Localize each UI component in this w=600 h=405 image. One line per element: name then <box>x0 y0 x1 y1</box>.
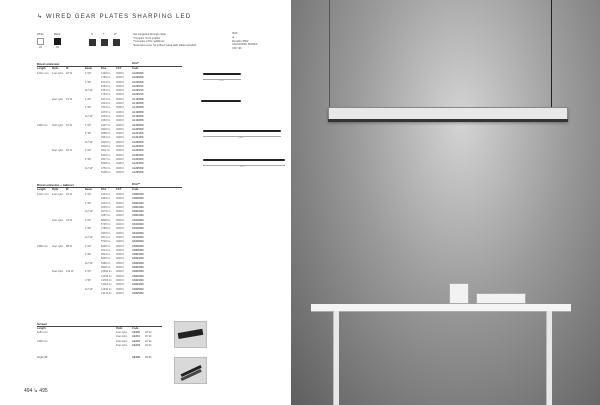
cell-beam: 1°36° <box>85 227 92 231</box>
cell-cct: 3000 K <box>116 235 125 239</box>
swatch-code-black: 30 <box>56 46 59 49</box>
col-optic: Optic <box>52 188 59 191</box>
cell-optic: 6set optic <box>116 343 128 347</box>
indirect-dali-label: DALI** <box>132 183 141 186</box>
cell-code: AL223/09 <box>132 153 144 157</box>
cell-code: AS224/09 <box>132 278 144 282</box>
direct-dali-label: DALI* <box>132 62 140 65</box>
cell-cct: 3000 K <box>116 106 125 110</box>
cell-code: AS102/09 <box>132 235 144 239</box>
cell-flux: 4903 lm <box>101 231 111 235</box>
cell-len: 1184 mm <box>37 331 48 334</box>
cell-cct: 3000 K <box>116 149 125 153</box>
title-text: WIRED GEAR PLATES SHARPING LED <box>46 14 192 20</box>
cell-beam: 1°20° <box>85 270 92 274</box>
cell-cct: 3000 K <box>116 261 125 265</box>
cell-len: 2368 mm <box>37 339 48 343</box>
cell-cct: 3000 K <box>116 89 125 93</box>
angle-image <box>175 358 206 383</box>
cell-code: AL020/10 <box>132 84 144 88</box>
cell-optic: 4set optic <box>52 244 64 248</box>
cell-len: 1ddm mm <box>37 193 49 196</box>
product-diagram-3572 <box>203 159 285 161</box>
cell-w: 132 W <box>66 270 74 274</box>
cell-cct: 4000 K <box>116 274 125 278</box>
cell-cct: 4000 K <box>116 223 125 227</box>
cell-beam: 1°20° <box>85 193 92 196</box>
cell-cct: 4000 K <box>116 248 125 252</box>
page-title <box>37 13 191 20</box>
swatch-code-white: 20 <box>39 46 42 49</box>
cell-beam: 1H°12° <box>85 166 94 170</box>
dimension-label: 1184 <box>219 80 224 82</box>
tech-line: UNLOK/230v 50/60Hz <box>232 43 258 47</box>
cell-beam: 1°36° <box>85 157 92 161</box>
cell-cct: 4000 K <box>116 136 125 140</box>
cell-code: AS102/09 <box>132 223 144 227</box>
cell-code: AL222/09 <box>132 145 144 149</box>
cell-flux: 2476 lm <box>101 110 111 114</box>
direct-section-title: Direct emission <box>37 62 60 66</box>
cell-beam: 1°20° <box>85 244 92 248</box>
option-label-h: H* <box>114 33 117 36</box>
cell-flux: 5236 lm <box>101 153 111 157</box>
cell-w: 66 W <box>66 149 73 153</box>
col-code: Code <box>132 67 139 70</box>
table-lamp <box>449 283 469 304</box>
cell-cct: 4000 K <box>116 170 125 174</box>
angle-code-finish: 20 94 <box>145 356 152 359</box>
angle-code: AE406 <box>132 356 140 359</box>
cell-beam: 1H°12° <box>85 261 94 265</box>
screen-image <box>175 322 206 347</box>
tech-line: CRI >90 <box>232 47 242 51</box>
cell-code: AS222/09 <box>132 261 144 265</box>
note: **Complex 2.5% / additions <box>133 40 165 44</box>
indirect-table-body <box>37 193 187 296</box>
col-cct: CCT <box>116 188 122 191</box>
col-length: Length <box>37 188 46 191</box>
cell-cct: 3000 K <box>116 244 125 248</box>
cell-flux: 1448 lm <box>101 72 111 75</box>
col-beam: Beam <box>85 67 93 70</box>
suspension-cable <box>551 0 552 108</box>
cell-beam: 1°36° <box>85 80 92 84</box>
table-leg <box>546 311 552 405</box>
cell-cct: 3000 K <box>116 253 125 257</box>
cell-code: AS020/09 <box>132 197 144 201</box>
cell-flux: 3318 lm <box>101 145 111 149</box>
cell-flux: 1551 lm <box>101 89 111 93</box>
cell-len: 1ddm mm <box>37 72 49 75</box>
table-row <box>37 292 187 296</box>
col-code: Code <box>132 188 139 191</box>
cell-flux: 12496 lm <box>101 274 112 278</box>
cell-code: AS103/09 <box>132 218 144 222</box>
cell-code: AL221/09 <box>132 132 144 136</box>
note: *Extension cover for indirect wired LED plates included <box>133 43 197 47</box>
cell-code: AL020/09 <box>132 72 144 75</box>
screen-thumbnail <box>174 321 207 348</box>
cell-code: AL220/09 <box>132 127 144 131</box>
cell-code2: 20 94 <box>145 339 152 343</box>
ip-rating: IP20 <box>232 32 238 35</box>
cell-code: AS010/09 <box>132 205 144 209</box>
cell-code: AL020/09 <box>132 76 144 80</box>
cell-flux: 8465 lm <box>101 257 111 261</box>
cell-flux: 1681 lm <box>101 84 111 88</box>
col-beam: Beam <box>85 188 93 191</box>
cell-cct: 3000 K <box>116 287 125 291</box>
page-numbers: 494 ↳ 495 <box>24 388 48 394</box>
cell-code2: 20 94 <box>145 335 152 339</box>
accessory-table-body <box>37 331 167 348</box>
cell-code: AE403 <box>132 343 140 347</box>
cell-optic: 6set optic <box>52 149 64 153</box>
cell-flux: 9024 lm <box>101 253 111 257</box>
product-diagram-1184-b <box>201 100 241 102</box>
cell-code: AS221/09 <box>132 253 144 257</box>
cell-cct: 4000 K <box>116 205 125 209</box>
cell-code: AL224/09 <box>132 162 144 166</box>
product-diagram-2368 <box>203 130 281 132</box>
cell-w: 88 W <box>66 244 73 248</box>
cell-cct: 4000 K <box>116 102 125 106</box>
cell-flux: 4191 lm <box>101 193 111 196</box>
table-top <box>311 304 571 312</box>
suspension-cable <box>329 0 330 108</box>
cell-optic: 2set optic <box>52 97 64 101</box>
cell-cct: 3000 K <box>116 210 125 214</box>
cell-code2: 20 94 <box>145 343 152 347</box>
cell-cct: 4000 K <box>116 197 125 201</box>
cell-cct: 4000 K <box>116 93 125 97</box>
col-w: W <box>66 188 69 191</box>
cell-code: AS102/09 <box>132 240 144 244</box>
cell-cct: 4000 K <box>116 145 125 149</box>
cell-len: 2368 mm <box>37 244 48 248</box>
cell-flux: 3361 lm <box>101 136 111 140</box>
cell-cct: 4000 K <box>116 162 125 166</box>
product-photo <box>291 0 600 405</box>
cell-code: AL020/10 <box>132 89 144 93</box>
cell-flux: 3036 lm <box>101 140 111 144</box>
cell-flux: 2314 lm <box>101 106 111 110</box>
cell-flux: 4073 lm <box>101 210 111 214</box>
cell-cct: 4000 K <box>116 153 125 157</box>
cell-cct: 3000 K <box>116 193 125 196</box>
cell-cct: 4000 K <box>116 127 125 131</box>
cell-code: AS223/09 <box>132 270 144 274</box>
cell-code: AL225/09 <box>132 170 144 174</box>
col-length: Length <box>37 67 46 70</box>
cell-cct: 3000 K <box>116 270 125 274</box>
cell-cct: 4000 K <box>116 119 125 123</box>
cell-flux: 8712 lm <box>101 248 111 252</box>
cell-cct: 3000 K <box>116 97 125 101</box>
cell-flux: 12834 lm <box>101 270 112 274</box>
cell-len: 2368 mm <box>37 123 48 127</box>
swatch-white <box>37 38 44 45</box>
cell-code: AL223/09 <box>132 149 144 153</box>
cell-w: 33 W <box>66 97 73 101</box>
cell-code: AL102/08 <box>132 102 144 106</box>
cell-flux: 8602 lm <box>101 266 111 270</box>
cell-cct: 3000 K <box>116 72 125 75</box>
cell-beam: 1°20° <box>85 149 92 153</box>
cell-code: AS225/09 <box>132 291 144 295</box>
swatch-label-white: White <box>37 33 44 36</box>
cell-code: AL020/10 <box>132 93 144 97</box>
cell-optic: 6set optic <box>52 270 64 274</box>
cell-cct: 4000 K <box>116 76 125 80</box>
cell-w: 22 W <box>66 193 73 196</box>
cell-flux: 8180 lm <box>101 261 111 265</box>
class-icon: ⊕ <box>232 35 235 39</box>
cell-code: AL102/08 <box>132 106 144 110</box>
accessory-section-title: Screen <box>37 322 48 326</box>
arrow-icon: ↳ <box>37 14 43 20</box>
pendant-lamp-bottom <box>328 119 568 122</box>
col-optic: Optic <box>116 327 123 330</box>
cell-code: AL221/09 <box>132 136 144 140</box>
col-code: Code <box>132 327 139 330</box>
table-row <box>37 344 167 348</box>
cell-cct: 4000 K <box>116 283 125 287</box>
cell-flux: 2294 lm <box>101 114 111 118</box>
cell-cct: 4000 K <box>116 266 125 270</box>
cell-optic: 1set optic <box>52 193 64 196</box>
cell-cct: 3000 K <box>116 201 125 205</box>
cell-code: AS221/09 <box>132 257 144 261</box>
cell-code: AS222/09 <box>132 266 144 270</box>
option-label-s: S <box>91 33 93 36</box>
cell-flux: 4789 lm <box>101 227 111 231</box>
cell-cct: 4000 K <box>116 110 125 114</box>
cell-beam: 1H°12° <box>85 287 94 291</box>
table-row <box>37 171 187 175</box>
cell-cct: 3000 K <box>116 80 125 84</box>
cell-flux: 4366 lm <box>101 197 111 201</box>
cell-code: AL220/09 <box>132 123 144 127</box>
cell-flux: 5726 lm <box>101 240 111 244</box>
cell-beam: 1°20° <box>85 123 92 127</box>
cell-optic: 1set optic <box>52 72 64 75</box>
cell-flux: 4627 lm <box>101 157 111 161</box>
col-optic: Optic <box>52 67 59 70</box>
cell-w: 52 W <box>66 123 73 127</box>
cell-optic: 1set optic <box>116 331 128 334</box>
cell-w: 44 W <box>66 218 73 222</box>
cell-beam: 1°36° <box>85 278 92 282</box>
cell-flux: 12932 lm <box>101 287 112 291</box>
cell-code: AL103/08 <box>132 97 144 101</box>
cell-beam: 1H°12° <box>85 114 94 118</box>
cell-code: AL020/09 <box>132 80 144 84</box>
cell-cct: 3000 K <box>116 278 125 282</box>
option-icons <box>88 38 124 48</box>
cell-cct: 3000 K <box>116 157 125 161</box>
cell-code: AL102/08 <box>132 119 144 123</box>
cell-code: AL102/08 <box>132 110 144 114</box>
col-cct: CCT <box>116 67 122 70</box>
cell-code: AE400 <box>132 331 140 334</box>
cell-beam: 1°36° <box>85 253 92 257</box>
product-diagram-1184 <box>203 73 241 75</box>
cell-beam: 1°20° <box>85 218 92 222</box>
cell-code: AS225/09 <box>132 287 144 291</box>
cell-optic: 4set optic <box>116 339 128 343</box>
cell-cct: 3000 K <box>116 166 125 170</box>
cell-flux: 3085 lm <box>101 132 111 136</box>
cell-code: AS220/09 <box>132 244 144 248</box>
swatch-label-black: Black <box>54 33 61 36</box>
cell-flux: 1612 lm <box>101 80 111 84</box>
cell-optic: 2set optic <box>52 218 64 222</box>
cell-flux: 5725 lm <box>101 223 111 227</box>
cell-beam: 1°36° <box>85 132 92 136</box>
cell-flux: 4245 lm <box>101 205 111 209</box>
box-object <box>476 293 526 304</box>
cell-code: AL225/09 <box>132 166 144 170</box>
direct-table-body <box>37 72 187 175</box>
col-w: W <box>66 67 69 70</box>
table-leg <box>333 311 339 405</box>
cell-flux: 1750 lm <box>101 93 111 97</box>
cell-cct: 4000 K <box>116 240 125 244</box>
cell-code: AE402 <box>132 339 140 343</box>
cell-flux: 4215 lm <box>101 201 111 205</box>
cell-cct: 4000 K <box>116 257 125 261</box>
cell-flux: 5108 lm <box>101 170 111 174</box>
cell-beam: 1°36° <box>85 201 92 205</box>
cell-flux: 1784 lm <box>101 76 111 80</box>
cell-beam: 1°36° <box>85 106 92 110</box>
angle-thumbnail <box>174 357 207 384</box>
cell-flux: 4911 lm <box>101 149 111 153</box>
catalog-page-left <box>0 0 291 405</box>
cell-cct: 3000 K <box>116 123 125 127</box>
cell-flux: 4187 lm <box>101 214 111 218</box>
cell-cct: 3000 K <box>116 132 125 136</box>
cell-flux: 3297 lm <box>101 123 111 127</box>
cell-cct: 4000 K <box>116 291 125 295</box>
col-length: Length <box>37 327 46 330</box>
cell-cct: 3000 K <box>116 218 125 222</box>
cell-code: AS223/09 <box>132 274 144 278</box>
cell-code: AS220/09 <box>132 248 144 252</box>
cell-flux: 5038 lm <box>101 162 111 166</box>
track-icon <box>101 39 108 46</box>
cell-code: AS010/09 <box>132 214 144 218</box>
cell-cct: 3000 K <box>116 114 125 118</box>
divider <box>37 326 162 327</box>
cell-optic: 2set optic <box>116 335 128 339</box>
cell-code: AL222/09 <box>132 140 144 144</box>
cell-flux: 13172 lm <box>101 291 112 295</box>
cell-flux: 13118 lm <box>101 283 112 287</box>
cell-code: AS010/09 <box>132 201 144 205</box>
cell-flux: 8248 lm <box>101 244 111 248</box>
cell-beam: 1H°12° <box>85 89 94 93</box>
cell-beam: 1H°12° <box>85 235 94 239</box>
cell-flux: 2472 lm <box>101 97 111 101</box>
cell-flux: 4871 lm <box>101 235 111 239</box>
cell-w: 22 W <box>66 72 73 75</box>
cell-code: AS102/09 <box>132 227 144 231</box>
cell-code: AL102/09 <box>132 114 144 118</box>
hanging-icon <box>113 39 120 46</box>
cell-flux: 2466 lm <box>101 119 111 123</box>
cell-code: AL224/09 <box>132 157 144 161</box>
cell-flux: 13705 lm <box>101 278 112 282</box>
tech-specs <box>232 32 258 51</box>
tech-line: Flex/dim 3500 <box>232 39 249 43</box>
cell-cct: 4000 K <box>116 214 125 218</box>
cell-optic: 4set optic <box>52 123 64 127</box>
cell-cct: 3000 K <box>116 140 125 144</box>
cell-beam: 1H°12° <box>85 140 94 144</box>
cell-code: AE401 <box>132 335 140 339</box>
option-label-t: T <box>103 33 105 36</box>
col-flux: Flux <box>101 188 107 191</box>
cell-flux: 3420 lm <box>101 127 111 131</box>
notes <box>133 33 243 47</box>
cell-code: AS224/09 <box>132 283 144 287</box>
note: Not integrated through cable. <box>133 33 167 36</box>
cell-cct: 3000 K <box>116 227 125 231</box>
cell-cct: 4000 K <box>116 84 125 88</box>
cell-code: AS020/09 <box>132 193 144 196</box>
surface-icon <box>89 39 96 46</box>
cell-cct: 4000 K <box>116 231 125 235</box>
dimension-label: 3572 <box>240 166 245 168</box>
cell-beam: 1H°12° <box>85 210 94 214</box>
cell-code: AS102/09 <box>132 231 144 235</box>
cell-flux: 5828 lm <box>101 218 111 222</box>
cell-flux: 4752 lm <box>101 166 111 170</box>
col-flux: Flux <box>101 67 107 70</box>
cell-flux: 2444 lm <box>101 102 111 106</box>
cell-beam: 1°20° <box>85 72 92 75</box>
dimension-label: 2368 <box>238 137 243 139</box>
swatch-black <box>54 38 61 45</box>
angle-label: Angle 90° <box>37 356 49 359</box>
cell-code: AS010/09 <box>132 210 144 214</box>
cell-code2: 20 94 <box>145 331 152 334</box>
note: *Complex / Unit profiles <box>133 36 161 40</box>
cell-beam: 1°20° <box>85 97 92 101</box>
screen-shape <box>178 329 204 339</box>
indirect-section-title: Direct emission + indirect <box>37 183 74 187</box>
